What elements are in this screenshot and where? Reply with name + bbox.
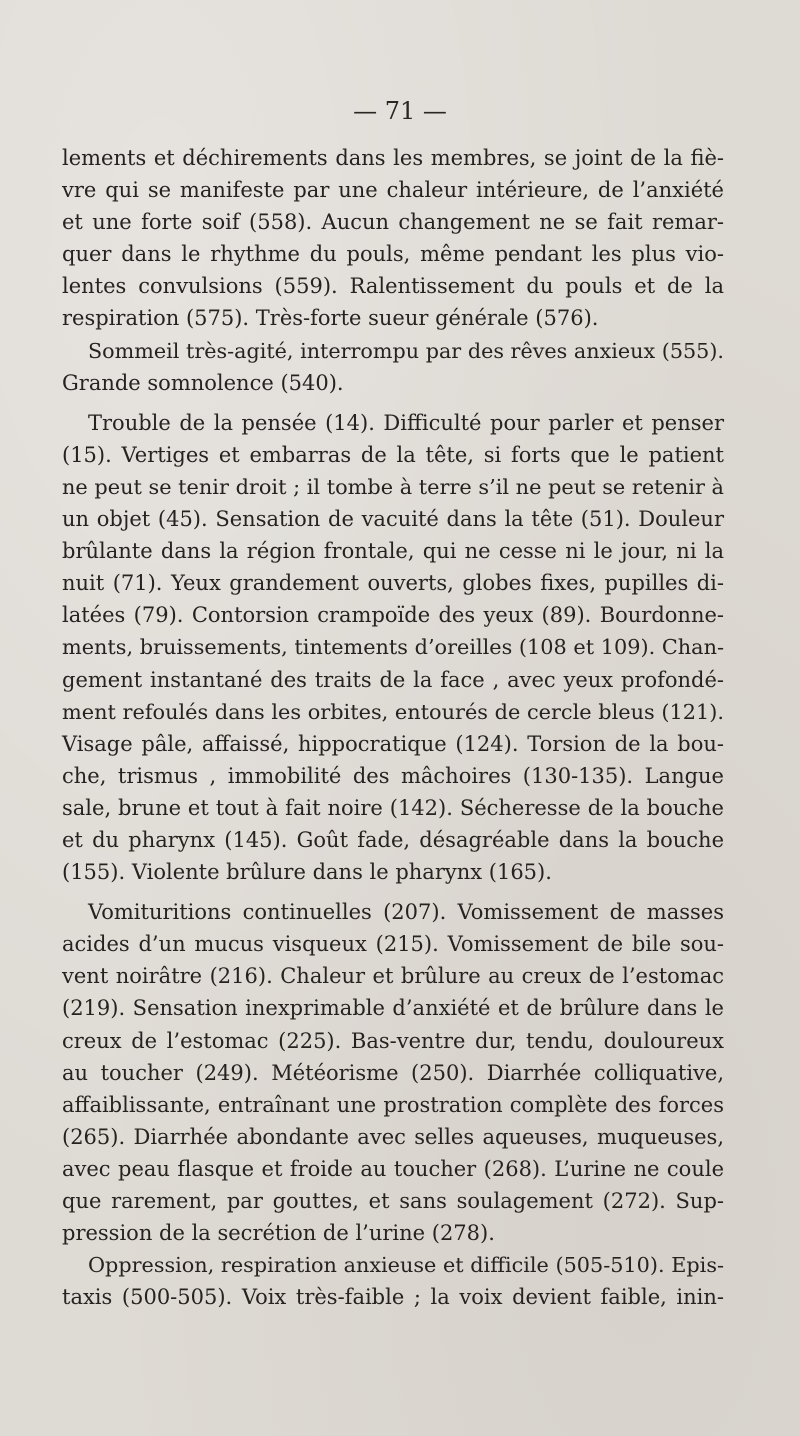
text-line: che, trismus , immobilité des mâchoires (130-135). Langue	[62, 763, 724, 788]
text-line: vre qui se manifeste par une chaleur intérieure, de l’anxiété	[62, 178, 724, 203]
text-line: et une forte soif (558). Aucun changement ne se fait remar-	[62, 210, 724, 235]
paragraph-respiration	[62, 1249, 724, 1313]
text-line: latées (79). Contorsion crampoïde des yeux (89). Bourdonne-	[62, 603, 724, 628]
text-line: avec peau flasque et froide au toucher (268). L’urine ne coule	[62, 1156, 724, 1181]
text-line: Grande somnolence (540).	[62, 370, 344, 395]
text-line: respiration (575). Très-forte sueur générale (576).	[62, 306, 599, 331]
text-line: Trouble de la pensée (14). Difficulté pour parler et penser	[88, 410, 724, 435]
paragraph-sleep	[62, 335, 724, 399]
text-line: acides d’un mucus visqueux (215). Vomissement de bile sou-	[62, 932, 724, 957]
text-line: sale, brune et tout à fait noire (142). Sécheresse de la bouche	[62, 795, 724, 820]
paragraph-stomach	[62, 896, 724, 1249]
page-number: — 71 —	[353, 97, 447, 125]
text-line: (219). Sensation inexprimable d’anxiété et de brûlure dans le	[62, 996, 724, 1021]
text-line: gement instantané des traits de la face , avec yeux profondé-	[62, 667, 724, 692]
text-line: affaiblissante, entraînant une prostration complète des forces	[62, 1092, 724, 1117]
body-text	[62, 142, 724, 1313]
text-line: taxis (500-505). Voix très-faible ; la voix devient faible, inin-	[62, 1285, 724, 1310]
text-line: Visage pâle, affaissé, hippocratique (124). Torsion de la bou-	[62, 731, 724, 756]
text-line: Vomituritions continuelles (207). Vomissement de masses	[88, 900, 724, 925]
text-line: et du pharynx (145). Goût fade, désagréable dans la bouche	[62, 827, 724, 852]
paragraph-fever-pulse	[62, 142, 724, 335]
paragraph-head-face	[62, 407, 724, 888]
text-line: Oppression, respiration anxieuse et difficile (505-510). Epis-	[88, 1253, 724, 1278]
text-line: que rarement, par gouttes, et sans soulagement (272). Sup-	[62, 1189, 724, 1213]
text-line: (265). Diarrhée abondante avec selles aqueuses, muqueuses,	[62, 1124, 724, 1149]
text-line: ne peut se tenir droit ; il tombe à terre s’il ne peut se retenir à	[62, 474, 724, 499]
text-line: (155). Violente brûlure dans le pharynx (165).	[62, 860, 552, 885]
text-line: pression de la secrétion de l’urine (278).	[62, 1221, 495, 1246]
text-line: Sommeil très-agité, interrompu par des rêves anxieux (555).	[88, 338, 724, 363]
text-line: (15). Vertiges et embarras de la tête, si forts que le patient	[62, 442, 724, 467]
text-line: lements et déchirements dans les membres, se joint de la fiè-	[62, 146, 724, 170]
text-line: ment refoulés dans les orbites, entourés de cercle bleus (121).	[62, 699, 724, 724]
text-line: lentes convulsions (559). Ralentissement du pouls et de la	[62, 274, 724, 299]
text-line: creux de l’estomac (225). Bas-ventre dur, tendu, douloureux	[62, 1028, 724, 1053]
text-line: ments, bruissements, tintements d’oreilles (108 et 109). Chan-	[62, 635, 724, 660]
text-line: quer dans le rhythme du pouls, même pendant les plus vio-	[62, 242, 724, 267]
text-line: brûlante dans la région frontale, qui ne cesse ni le jour, ni la	[62, 539, 724, 564]
text-line: au toucher (249). Météorisme (250). Diarrhée colliquative,	[62, 1060, 724, 1085]
text-line: un objet (45). Sensation de vacuité dans la tête (51). Douleur	[62, 507, 724, 532]
text-line: nuit (71). Yeux grandement ouverts, globes fixes, pupilles di-	[62, 571, 724, 596]
text-line: vent noirâtre (216). Chaleur et brûlure au creux de l’estomac	[62, 964, 724, 989]
